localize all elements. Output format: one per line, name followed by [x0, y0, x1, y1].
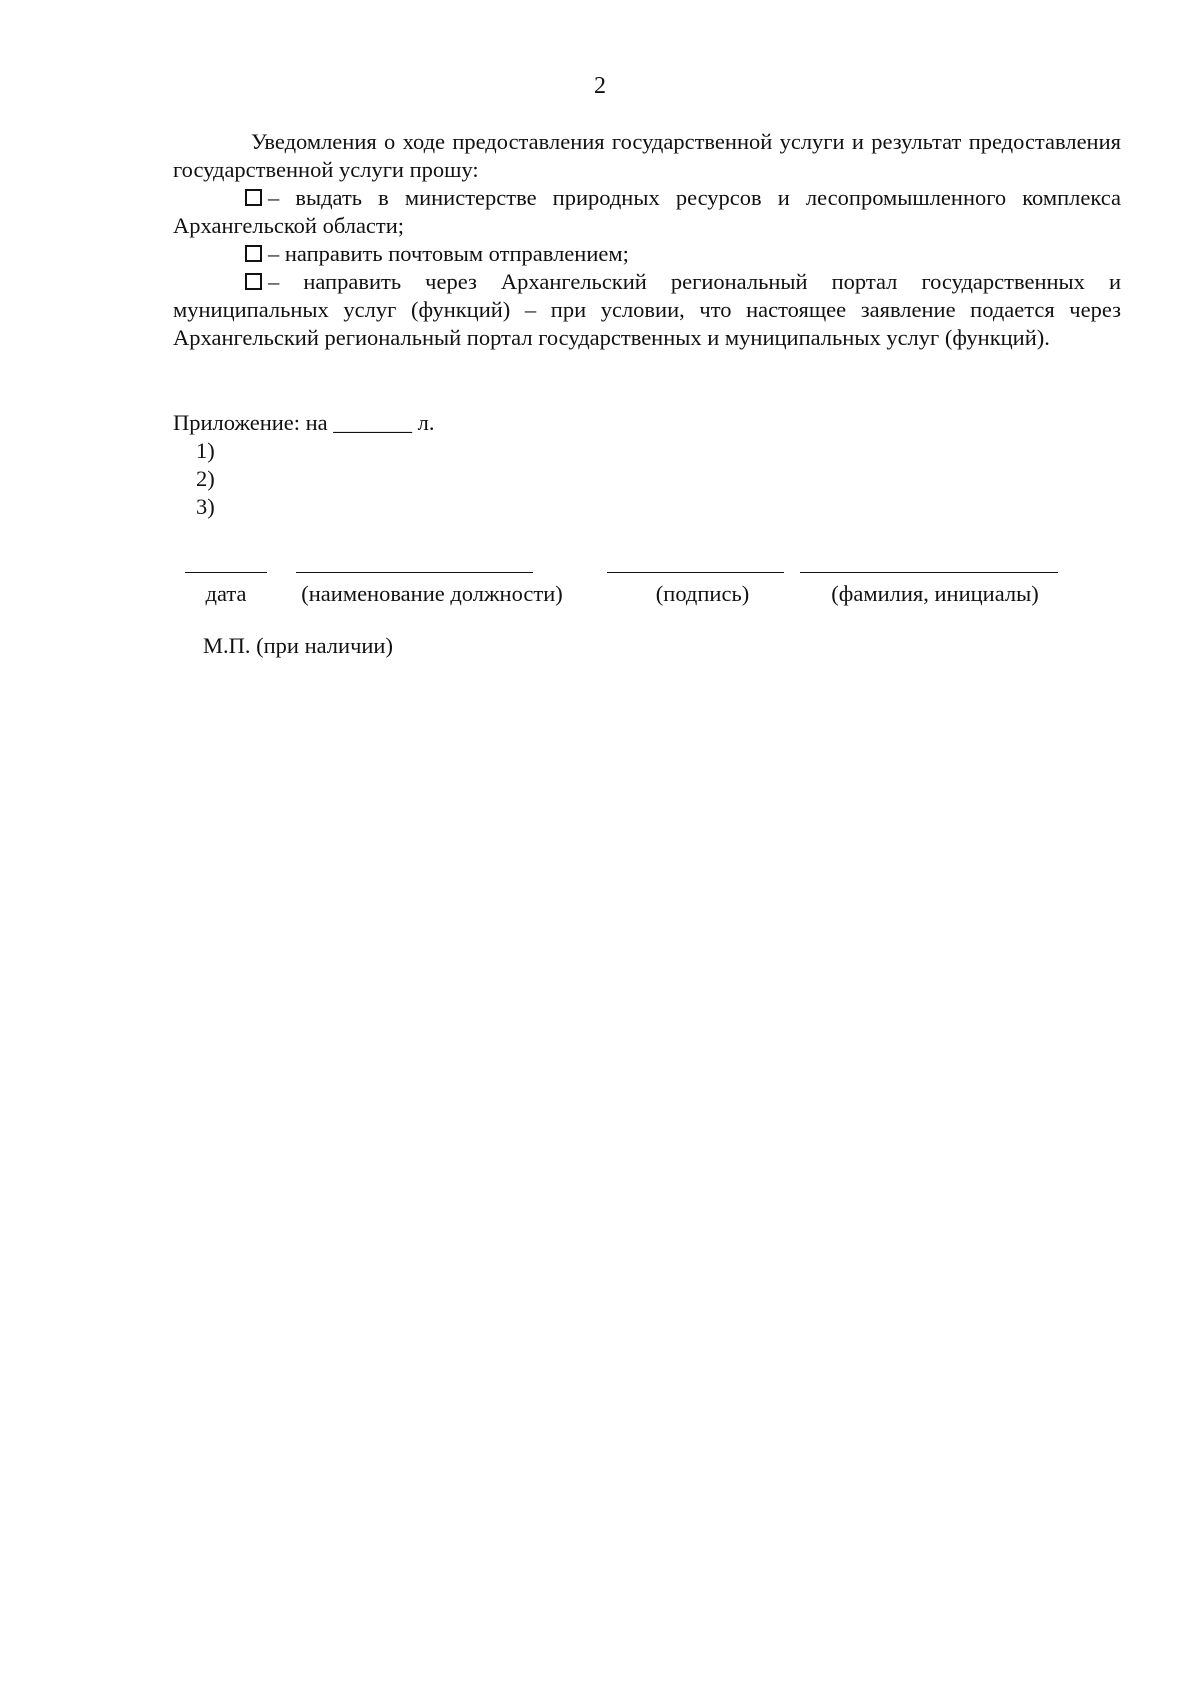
option-ministry-text: – выдать в министерстве природных ресурсов и лесопромышленного комплекса Архангельской области;	[173, 185, 1121, 238]
checkbox-mail[interactable]	[245, 245, 262, 262]
signature-label: (подпись)	[655, 581, 750, 606]
appendix-label: Приложение: на _______ л.	[173, 410, 435, 435]
intro-paragraph: Уведомления о ходе предоставления государственной услуги и результат предоставления государственной услуги прошу:	[173, 129, 1121, 182]
position-line	[296, 572, 533, 573]
appendix-item: 1)	[196, 438, 215, 463]
stamp-label: М.П. (при наличии)	[203, 633, 393, 658]
checkbox-ministry[interactable]	[245, 189, 262, 206]
appendix-list	[196, 437, 215, 521]
option-portal	[173, 268, 1121, 352]
option-mail-text: – направить почтовым отправлением;	[268, 241, 629, 266]
name-label: (фамилия, инициалы)	[831, 581, 1039, 606]
signature-line	[607, 572, 784, 573]
option-mail	[173, 240, 1121, 268]
option-portal-text: – направить через Архангельский региональный портал государственных и муниципальных услуг (функций) – при условии, что настоящее заявление подается через Архангельский региональный портал государственных и муниципальных услуг (функций).	[173, 269, 1121, 350]
appendix-item: 3)	[196, 494, 215, 519]
page-number: 2	[594, 73, 606, 99]
position-label: (наименование должности)	[301, 581, 563, 606]
name-line	[800, 572, 1058, 573]
option-ministry	[173, 184, 1121, 240]
notification-section	[173, 128, 1121, 352]
appendix-item: 2)	[196, 466, 215, 491]
date-line	[185, 572, 267, 573]
checkbox-portal[interactable]	[245, 273, 262, 290]
date-label: дата	[205, 581, 247, 606]
